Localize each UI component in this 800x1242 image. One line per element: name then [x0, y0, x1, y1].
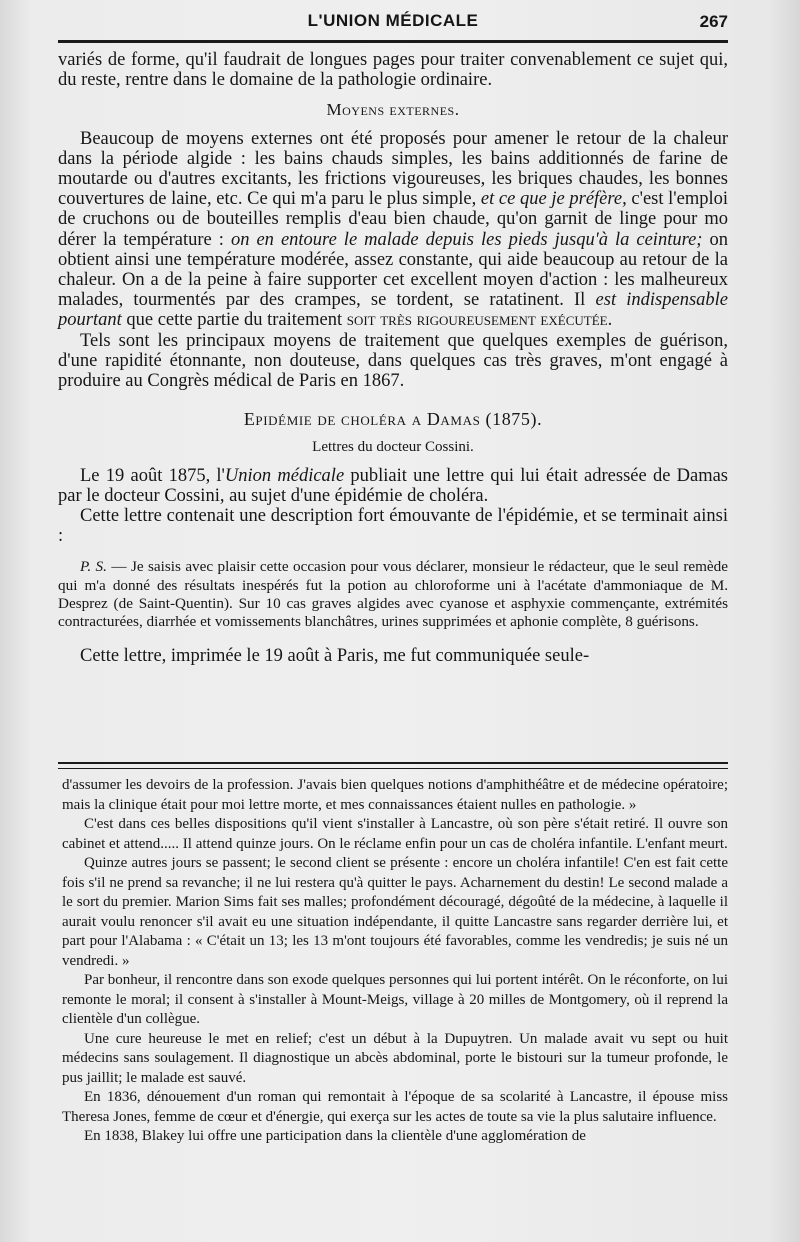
feuilleton-paragraph: d'assumer les devoirs de la profession. J'avais bien quelques notions d'amphithéâtre et de médecine opératoire; mais la clinique était pour moi lettre morte, et mes connaissances étaient nulles en pathologie. » — [62, 777, 728, 813]
letter-postscript: P. S. — Je saisis avec plaisir cette occasion pour vous déclarer, monsieur le rédacteur, que le seul remède qui m'a donné des résultats inespérés fut la potion au chloroforme uni à l'acétate d'ammoniaque de M. Desprez (de Saint-Quentin). Sur 10 cas graves algides avec cyanose et asphyxie commençante, extrémités contracturées, diarrhée et vomissements blanchâtres, urines supprimées et aphonie complète, 8 guérisons. — [58, 558, 729, 631]
journal-title: L'UNION MÉDICALE — [307, 11, 479, 30]
feuilleton-paragraph: En 1836, dénouement d'un roman qui remontait à l'époque de sa scolarité à Lancastre, il épouse miss Theresa Jones, femme de cœur et d'énergie, qui exerça sur les actes de toute sa vie la plus salutaire influence. — [62, 1089, 728, 1125]
main-text — [58, 50, 728, 666]
subheading-lettres-cossini: Lettres du docteur Cossini. — [312, 439, 474, 456]
paragraph-lettre-imprimee: Cette lettre, imprimée le 19 août à Paris, me fut communiquée seule- — [80, 645, 590, 666]
section-heading-epidemie-damas: Epidémie de choléra a Damas (1875). — [243, 409, 543, 430]
section-heading-moyens-externes: Moyens externes. — [326, 100, 460, 120]
feuilleton-text — [62, 776, 728, 1147]
feuilleton-paragraph: C'est dans ces belles dispositions qu'il vient s'installer à Lancastre, où son père s'était retiré. Il ouvre son cabinet et attend..... Il attend quinze jours. On le réclame enfin pour un cas de choléra infantile. L'enfant meurt. — [62, 816, 728, 852]
feuilleton-separator — [58, 762, 728, 769]
feuilleton-paragraph: Par bonheur, il rencontre dans son exode quelques personnes qui lui portent intérêt. On le réconforte, on lui remonte le moral; il consent à s'installer à Mount-Meigs, village à 20 milles de Montgomery, où il reprend la clientèle d'un collègue. — [62, 972, 728, 1027]
feuilleton-paragraph: Quinze autres jours se passent; le second client se présente : encore un choléra infantile! C'en est fait cette fois s'il ne prend sa revanche; il ne lui restera qu'à quitter le pays. Acharnement du destin! Le second malade a le sort du premier. Marion Sims fait ses malles; profondément découragé, dégoûté de la médecine, à laquelle il aurait voulu renoncer s'il avait eu une situation indépendante, il quitte Lancastre sans regarder derrière lui, et part pour l'Alabama : « C'était un 13; les 13 m'ont toujours été favorables, comme les vendredis; je suis né un vendredi. » — [62, 855, 728, 969]
paragraph-continuation: variés de forme, qu'il faudrait de longues pages pour traiter convenablement ce sujet qui, du reste, rentre dans le domaine de la pathologie ordinaire. — [58, 50, 728, 91]
header-rule — [58, 40, 728, 43]
paragraph-union-medicale: Le 19 août 1875, l'Union médicale publiait une lettre qui lui était adressée de Damas par le docteur Cossini, au sujet d'une épidémie de choléra. — [58, 465, 729, 506]
paragraph-principaux-moyens: Tels sont les principaux moyens de traitement que quelques exemples de guérison, d'une rapidité étonnante, non douteuse, dans quelques cas très graves, m'ont engagé à produire au Congrès médical de Paris en 1867. — [58, 330, 728, 392]
running-header — [58, 6, 728, 36]
page-number: 267 — [699, 12, 728, 31]
feuilleton-paragraph: Une cure heureuse le met en relief; c'est un début à la Dupuytren. Un malade avait vu sept ou huit médecins sans soulagement. Il diagnostique un abcès abdominal, porte le bistouri sur la tumeur profonde, le pus jaillit; le malade est sauvé. — [62, 1030, 728, 1086]
paragraph-moyens-externes: Beaucoup de moyens externes ont été proposés pour amener le retour de la chaleur dans la période algide : les bains chauds simples, les bains additionnés de farine de moutarde ou d'autres excitants, les frictions vigoureuses, les briques chaudes, les bonnes couvertures de laine, etc. Ce qui m'a paru le plus simple, et ce que je préfère, c'est l'emploi de cruchons ou de bouteilles remplis d'eau bien chaude, qu'on garnit de linge pour mo dérer la température : on en entoure le malade depuis les pieds jusqu'à la ceinture; on obtient ainsi une température modérée, assez constante, qui aide beaucoup au retour de la chaleur. On a de la peine à faire supporter cet excellent moyen d'action : les malheureux malades, tourmentés par des crampes, se tordent, se ratatinent. Il est indispensable pourtant que cette partie du traitement soit très rigoureusement exécutée. — [58, 128, 729, 331]
paragraph-description: Cette lettre contenait une description fort émouvante de l'épidémie, et se terminait ainsi : — [58, 506, 728, 547]
feuilleton-paragraph: En 1838, Blakey lui offre une participation dans la clientèle d'une agglomération de — [84, 1128, 586, 1144]
